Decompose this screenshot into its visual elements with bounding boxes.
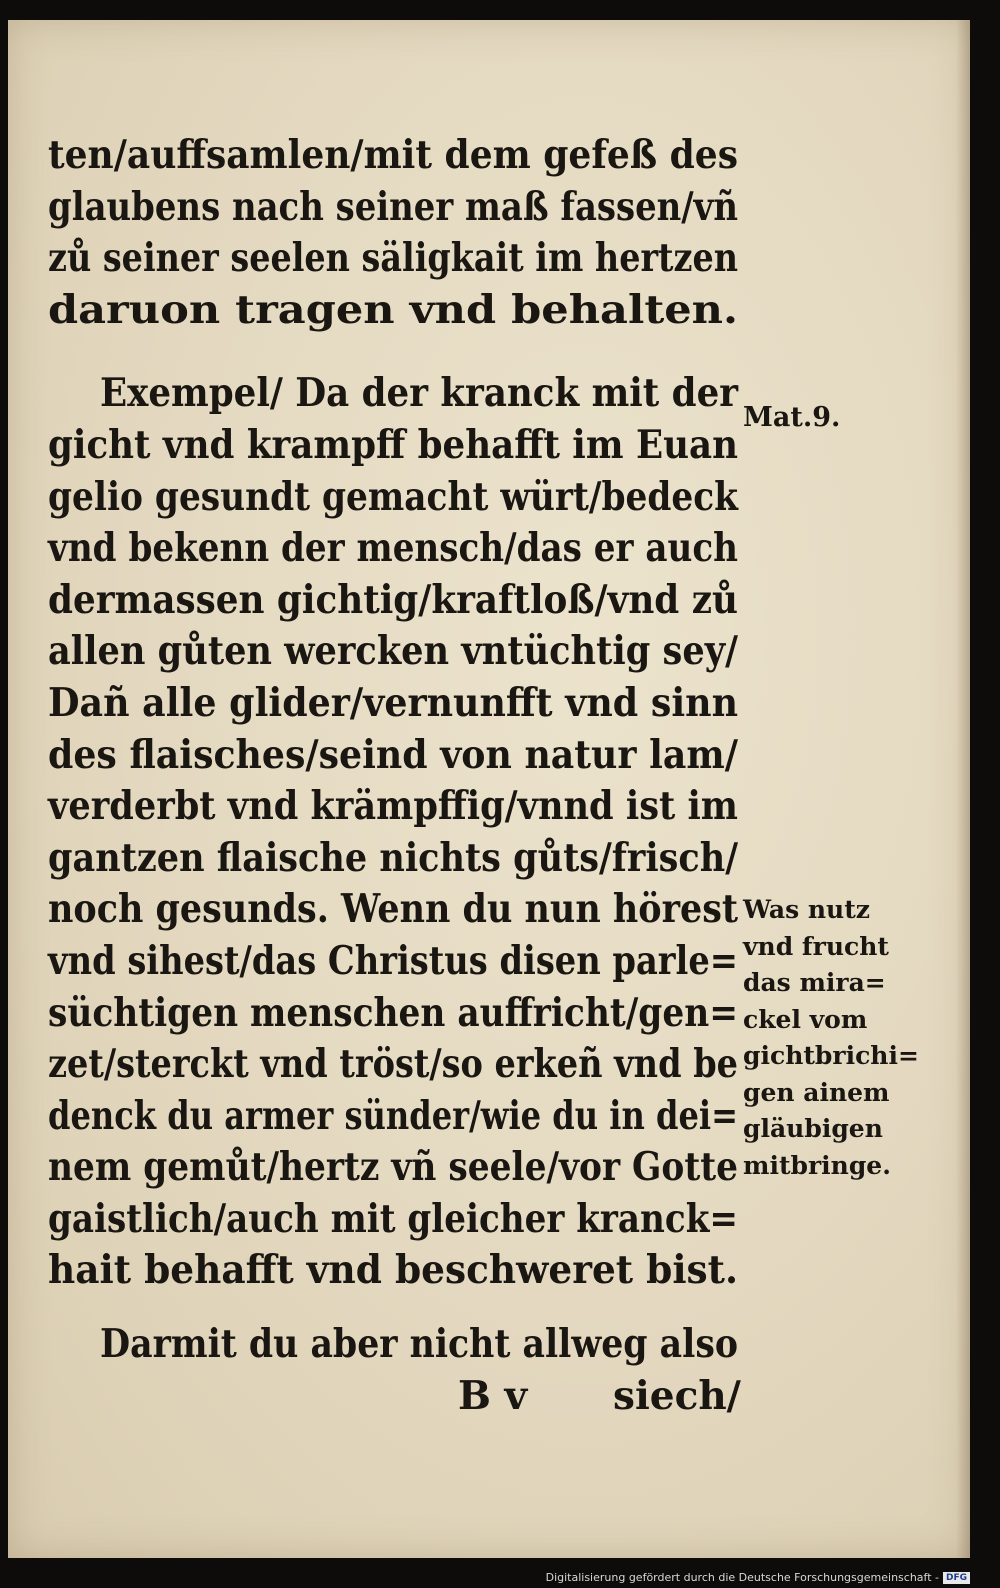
margin-gloss [743, 892, 919, 1184]
gloss-line: vnd frucht [743, 931, 889, 961]
gloss-line: gichtbrichi= [743, 1041, 919, 1070]
text-line: nem gemůt/hertz vñ seele/vor Gotte [48, 1144, 738, 1191]
text-line: dermassen gichtig/kraftloß/vnd zů [48, 576, 738, 623]
text-line: zet/sterckt vnd tröst/so erkeñ vnd be [48, 1041, 738, 1088]
text-line: denck du armer sünder/wie du in dei= [48, 1092, 738, 1139]
page-edge-shadow [956, 20, 970, 1558]
text-line: vnd sihest/das Christus disen parle= [48, 937, 738, 984]
text-line: noch gesunds. Wenn du nun hörest [48, 886, 738, 933]
text-line: daruon tragen vnd behalten. [48, 286, 739, 333]
text-line: allen gůten wercken vntüchtig sey/ [48, 628, 738, 675]
paragraph-gap [48, 336, 738, 368]
text-line: süchtigen menschen auffricht/gen= [48, 989, 738, 1036]
text-line: gaistlich/auch mit gleicher kranck= [48, 1195, 738, 1242]
text-line: gantzen flaische nichts gůts/frisch/ [48, 834, 738, 881]
signature-mark: B v [458, 1372, 528, 1419]
gloss-line: mitbringe. [743, 1150, 891, 1180]
text-line: des flaisches/seind von natur lam/ [48, 731, 738, 778]
paragraph-3 [48, 1319, 738, 1371]
margin-bible-reference: Mat.9. [743, 402, 841, 433]
text-line: hait behafft vnd beschweret bist. [48, 1247, 738, 1294]
text-line: verderbt vnd krämpffig/vnnd ist im [48, 783, 738, 830]
catchword: siech/ [613, 1372, 741, 1419]
gloss-line: ckel vom [743, 1004, 868, 1034]
text-line: Exempel/ Da der kranck mit der [100, 370, 738, 417]
text-line: vnd bekenn der mensch/das er auch [48, 525, 738, 572]
dfg-logo: DFG [943, 1572, 970, 1584]
gloss-line: das mira= [743, 968, 886, 997]
footer-credit: Digitalisierung gefördert durch die Deutsche Forschungsgemeinschaft - [545, 1571, 939, 1584]
text-line: glaubens nach seiner maß fassen/vñ [48, 183, 738, 230]
paragraph-2 [48, 368, 738, 1297]
paragraph-1 [48, 130, 738, 336]
gloss-line: gen ainem [743, 1077, 890, 1107]
main-text-block [48, 130, 741, 1422]
text-line: Darmit du aber nicht allweg also [100, 1321, 738, 1368]
gloss-line: gläubigen [743, 1114, 883, 1143]
catch-line [48, 1371, 741, 1423]
text-line: gelio gesundt gemacht würt/bedeck [48, 473, 738, 520]
text-line: gicht vnd krampff behafft im Euan [48, 421, 738, 468]
gloss-line: Was nutz [743, 895, 870, 924]
text-line: Dañ alle glider/vernunfft vnd sinn [48, 679, 738, 726]
text-line: ten/auffsamlen/mit dem gefeß des [48, 132, 738, 178]
book-page [8, 20, 970, 1558]
digitization-footer [546, 1571, 970, 1584]
paragraph-gap [48, 1297, 738, 1319]
text-line: zů seiner seelen säligkait im hertzen [48, 235, 738, 282]
